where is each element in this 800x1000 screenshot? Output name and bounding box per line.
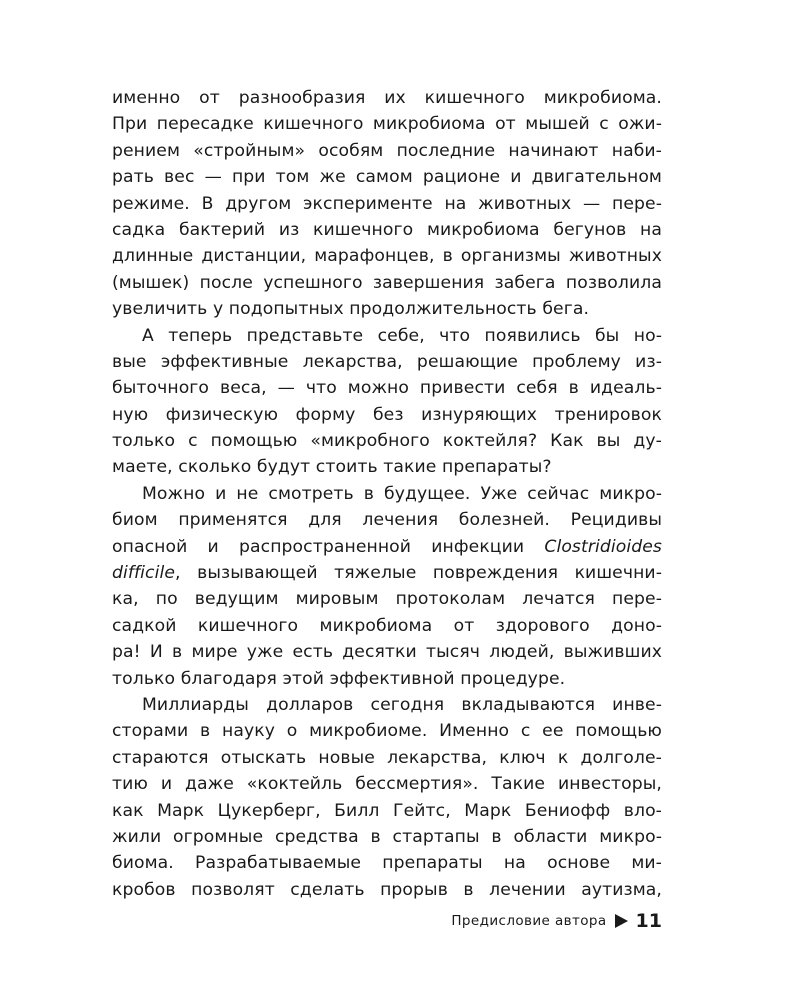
text-line: ра! И в мире уже есть десятки тысяч людей, выживших — [112, 642, 662, 663]
text-line: как Марк Цукерберг, Билл Гейтс, Марк Бениофф вло- — [112, 800, 662, 821]
text-line-part: опасной и распространенной инфекции — [112, 536, 545, 557]
text-line: биома. Разрабатываемые препараты на основе ми- — [112, 853, 662, 874]
text-line: жили огромные средства в стартапы в области микро- — [112, 826, 662, 847]
text-line: длинные дистанции, марафонцев, в организмы животных — [112, 246, 662, 267]
running-title: Предисловие автора — [451, 913, 607, 929]
text-line: только благодаря этой эффективной процедуре. — [112, 668, 566, 689]
page-number: 11 — [635, 910, 662, 932]
text-line: сторами в науку о микробиоме. Именно с ее помощью — [112, 721, 662, 742]
text-line: маете, сколько будут стоить такие препараты? — [112, 457, 552, 478]
text-line: садкой кишечного микробиома от здорового доно- — [112, 615, 662, 636]
triangle-arrow-icon — [615, 914, 628, 928]
text-line: А теперь представьте себе, что появились бы но- — [142, 325, 662, 346]
text-line: (мышек) после успешного завершения забега позволила — [112, 272, 662, 293]
text-line — [112, 560, 662, 586]
text-line: кробов позволят сделать прорыв в лечении аутизма, — [112, 879, 662, 900]
text-line: быточного веса, — что можно привести себя в идеаль- — [112, 378, 662, 399]
text-line: увеличить у подопытных продолжительность бега. — [112, 299, 590, 320]
text-line-part: , вызывающей тяжелые повреждения кишечни- — [175, 563, 662, 584]
text-line: вые эффективные лекарства, решающие проблему из- — [112, 351, 662, 372]
text-line: стараются отыскать новые лекарства, ключ к долголе- — [112, 747, 662, 768]
text-line: ную физическую форму без изнуряющих тренировок — [112, 404, 662, 425]
text-line: При пересадке кишечного микробиома от мышей с ожи- — [112, 114, 662, 135]
text-line: именно от разнообразия их кишечного микробиома. — [112, 88, 662, 108]
text-line: ка, по ведущим мировым протоколам лечатся пере- — [112, 589, 662, 610]
text-line: биом применятся для лечения болезней. Рецидивы — [112, 510, 662, 531]
text-line: рением «стройным» особям последние начинают наби- — [112, 140, 662, 161]
page-footer — [451, 910, 662, 932]
text-line: режиме. В другом эксперименте на животных — пере- — [112, 193, 662, 214]
text-line: Можно и не смотреть в будущее. Уже сейчас микро- — [142, 483, 662, 504]
text-line: только с помощью «микробного коктейля? Как вы ду- — [112, 431, 662, 452]
text-line: тию и даже «коктейль бессмертия». Такие инвесторы, — [112, 774, 662, 795]
text-line — [112, 534, 662, 560]
species-name: Clostridioides — [544, 536, 662, 557]
text-line: рать вес — при том же самом рационе и двигательном — [112, 167, 662, 188]
page-body — [112, 85, 662, 903]
text-line: садка бактерий из кишечного микробиома бегунов на — [112, 219, 662, 240]
text-line: Миллиарды долларов сегодня вкладываются инве- — [142, 694, 662, 715]
species-name: difficile — [112, 563, 176, 584]
